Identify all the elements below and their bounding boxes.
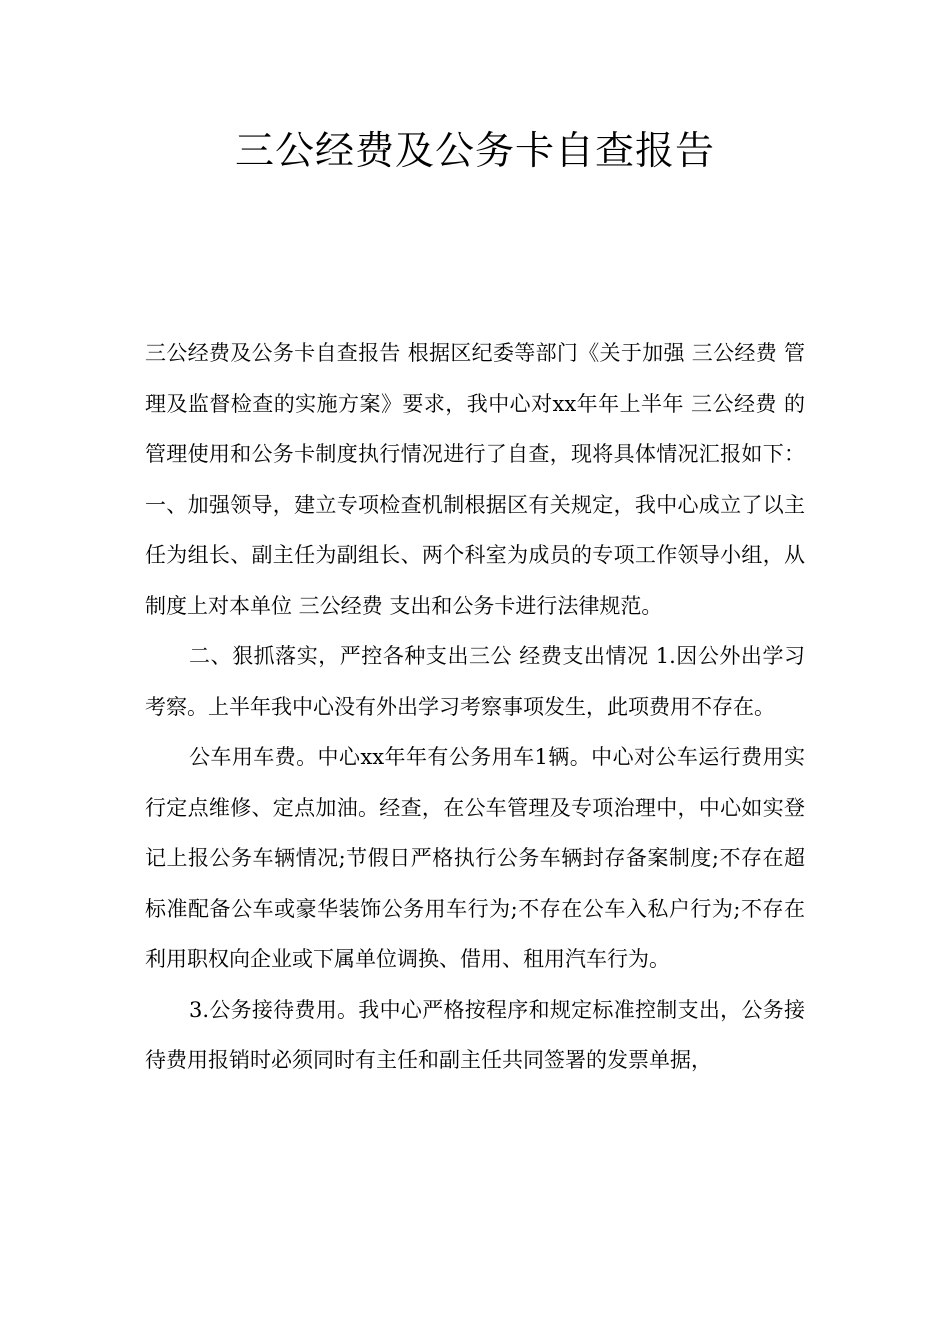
document-title: 三公经费及公务卡自查报告 [234, 129, 715, 174]
document-body [145, 328, 805, 1086]
paragraph-section-two: 二、狠抓落实，严控各种支出三公 经费支出情况 1.因公外出学习考察。上半年我中心没有外出学习考察事项发生，此项费用不存在。 [145, 644, 805, 719]
paragraph-vehicle-costs: 公车用车费。中心xx年年有公务用车1辆。中心对公车运行费用实行定点维修、定点加油。经查，在公车管理及专项治理中，中心如实登记上报公务车辆情况;节假日严格执行公务车辆封存备案制度;不存在超标准配备公车或豪华装饰公务用车行为;不存在公车入私户行为;不存在利用职权向企业或下属单位调换、借用、租用汽车行为。 [145, 745, 805, 971]
paragraph-intro: 三公经费及公务卡自查报告 根据区纪委等部门《关于加强 三公经费 管理及监督检查的实施方案》要求，我中心对xx年年上半年 三公经费 的管理使用和公务卡制度执行情况进行了自查，现将具体情况汇报如下：一、加强领导，建立专项检查机制根据区有关规定，我中心成立了以主任为组长、副主任为副组长、两个科室为成员的专项工作领导小组，从制度上对本单位 三公经费 支出和公务卡进行法律规范。 [145, 341, 805, 618]
paragraph-reception-costs: 3.公务接待费用。我中心严格按程序和规定标准控制支出，公务接待费用报销时必须同时有主任和副主任共同签署的发票单据， [145, 997, 805, 1072]
